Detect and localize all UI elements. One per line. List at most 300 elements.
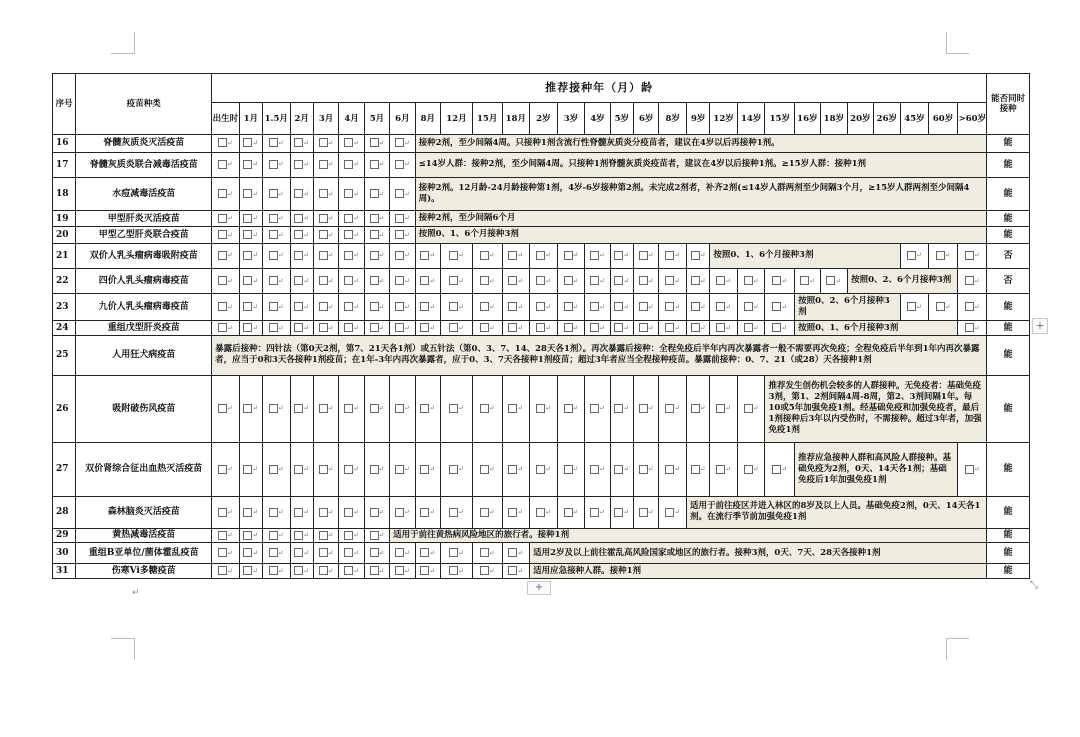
age-checkbox-cell[interactable] (212, 243, 240, 268)
age-checkbox-cell[interactable] (212, 497, 240, 528)
checkbox-icon[interactable] (665, 323, 674, 332)
checkbox-icon[interactable] (243, 276, 252, 285)
checkbox-icon[interactable] (907, 251, 916, 260)
age-checkbox-cell[interactable] (239, 243, 262, 268)
checkbox-icon[interactable] (716, 404, 725, 413)
checkbox-icon[interactable] (965, 276, 974, 285)
age-checkbox-cell[interactable] (390, 226, 415, 243)
checkbox-icon[interactable] (395, 548, 404, 557)
age-checkbox-cell[interactable] (737, 375, 765, 442)
age-checkbox-cell[interactable] (212, 375, 240, 442)
age-checkbox-cell[interactable] (737, 268, 765, 293)
checkbox-icon[interactable] (269, 189, 278, 198)
checkbox-icon[interactable] (665, 276, 674, 285)
checkbox-icon[interactable] (665, 251, 674, 260)
age-checkbox-cell[interactable] (530, 293, 558, 320)
age-checkbox-cell[interactable] (659, 268, 687, 293)
age-checkbox-cell[interactable] (313, 226, 338, 243)
age-checkbox-cell[interactable] (364, 497, 389, 528)
age-checkbox-cell[interactable] (610, 293, 633, 320)
age-checkbox-cell[interactable] (686, 268, 709, 293)
age-checkbox-cell[interactable] (415, 564, 440, 579)
checkbox-icon[interactable] (294, 404, 303, 413)
age-checkbox-cell[interactable] (313, 543, 338, 564)
age-checkbox-cell[interactable] (633, 293, 658, 320)
age-checkbox-cell[interactable] (239, 152, 262, 177)
checkbox-icon[interactable] (691, 323, 700, 332)
checkbox-icon[interactable] (395, 160, 404, 169)
age-checkbox-cell[interactable] (313, 243, 338, 268)
age-checkbox-cell[interactable] (530, 497, 558, 528)
age-checkbox-cell[interactable] (262, 321, 290, 336)
checkbox-icon[interactable] (319, 548, 328, 557)
checkbox-icon[interactable] (590, 276, 599, 285)
checkbox-icon[interactable] (218, 230, 227, 239)
age-checkbox-cell[interactable] (441, 321, 473, 336)
age-checkbox-cell[interactable] (262, 268, 290, 293)
age-checkbox-cell[interactable] (585, 497, 610, 528)
age-checkbox-cell[interactable] (364, 293, 389, 320)
age-checkbox-cell[interactable] (339, 375, 364, 442)
age-checkbox-cell[interactable] (472, 243, 502, 268)
checkbox-icon[interactable] (319, 508, 328, 517)
checkbox-icon[interactable] (218, 508, 227, 517)
checkbox-icon[interactable] (269, 214, 278, 223)
age-checkbox-cell[interactable] (364, 226, 389, 243)
age-checkbox-cell[interactable] (502, 543, 530, 564)
checkbox-icon[interactable] (449, 465, 458, 474)
age-checkbox-cell[interactable] (415, 268, 440, 293)
checkbox-icon[interactable] (395, 302, 404, 311)
checkbox-icon[interactable] (344, 548, 353, 557)
checkbox-icon[interactable] (319, 214, 328, 223)
checkbox-icon[interactable] (370, 566, 379, 575)
checkbox-icon[interactable] (744, 323, 753, 332)
age-checkbox-cell[interactable] (262, 243, 290, 268)
age-checkbox-cell[interactable] (472, 543, 502, 564)
age-checkbox-cell[interactable] (212, 543, 240, 564)
checkbox-icon[interactable] (319, 465, 328, 474)
checkbox-icon[interactable] (218, 160, 227, 169)
checkbox-icon[interactable] (370, 548, 379, 557)
age-checkbox-cell[interactable] (610, 243, 633, 268)
checkbox-icon[interactable] (319, 531, 328, 540)
checkbox-icon[interactable] (449, 323, 458, 332)
age-checkbox-cell[interactable] (765, 268, 795, 293)
checkbox-icon[interactable] (370, 160, 379, 169)
age-checkbox-cell[interactable] (212, 442, 240, 496)
checkbox-icon[interactable] (269, 251, 278, 260)
age-checkbox-cell[interactable] (290, 442, 313, 496)
age-checkbox-cell[interactable] (415, 497, 440, 528)
age-checkbox-cell[interactable] (633, 243, 658, 268)
age-checkbox-cell[interactable] (737, 442, 765, 496)
checkbox-icon[interactable] (936, 302, 945, 311)
age-checkbox-cell[interactable] (633, 375, 658, 442)
age-checkbox-cell[interactable] (415, 293, 440, 320)
age-checkbox-cell[interactable] (530, 375, 558, 442)
age-checkbox-cell[interactable] (339, 152, 364, 177)
checkbox-icon[interactable] (294, 189, 303, 198)
add-row-button[interactable]: + (527, 581, 551, 595)
age-checkbox-cell[interactable] (239, 226, 262, 243)
checkbox-icon[interactable] (395, 465, 404, 474)
checkbox-icon[interactable] (536, 323, 545, 332)
checkbox-icon[interactable] (800, 276, 809, 285)
checkbox-icon[interactable] (665, 302, 674, 311)
checkbox-icon[interactable] (344, 302, 353, 311)
age-checkbox-cell[interactable] (239, 293, 262, 320)
age-checkbox-cell[interactable] (212, 564, 240, 579)
age-checkbox-cell[interactable] (339, 442, 364, 496)
age-checkbox-cell[interactable] (313, 177, 338, 211)
checkbox-icon[interactable] (691, 302, 700, 311)
age-checkbox-cell[interactable] (390, 564, 415, 579)
checkbox-icon[interactable] (319, 404, 328, 413)
checkbox-icon[interactable] (294, 214, 303, 223)
checkbox-icon[interactable] (965, 465, 974, 474)
checkbox-icon[interactable] (370, 323, 379, 332)
age-checkbox-cell[interactable] (212, 152, 240, 177)
age-checkbox-cell[interactable] (585, 321, 610, 336)
age-checkbox-cell[interactable] (390, 442, 415, 496)
age-checkbox-cell[interactable] (633, 321, 658, 336)
age-checkbox-cell[interactable] (686, 243, 709, 268)
checkbox-icon[interactable] (294, 160, 303, 169)
checkbox-icon[interactable] (243, 508, 252, 517)
age-checkbox-cell[interactable] (557, 243, 585, 268)
age-checkbox-cell[interactable] (239, 543, 262, 564)
checkbox-icon[interactable] (319, 302, 328, 311)
age-checkbox-cell[interactable] (958, 321, 987, 336)
checkbox-icon[interactable] (319, 160, 328, 169)
age-checkbox-cell[interactable] (530, 243, 558, 268)
age-checkbox-cell[interactable] (290, 497, 313, 528)
checkbox-icon[interactable] (691, 465, 700, 474)
age-checkbox-cell[interactable] (364, 442, 389, 496)
age-checkbox-cell[interactable] (901, 243, 929, 268)
table-resize-icon[interactable]: ⤡ (1030, 580, 1038, 591)
age-checkbox-cell[interactable] (502, 375, 530, 442)
age-checkbox-cell[interactable] (710, 293, 738, 320)
age-checkbox-cell[interactable] (710, 442, 738, 496)
age-checkbox-cell[interactable] (557, 442, 585, 496)
age-checkbox-cell[interactable] (212, 211, 240, 227)
age-checkbox-cell[interactable] (390, 177, 415, 211)
checkbox-icon[interactable] (716, 276, 725, 285)
checkbox-icon[interactable] (269, 138, 278, 147)
checkbox-icon[interactable] (716, 302, 725, 311)
checkbox-icon[interactable] (243, 548, 252, 557)
age-checkbox-cell[interactable] (441, 293, 473, 320)
checkbox-icon[interactable] (639, 276, 648, 285)
checkbox-icon[interactable] (590, 251, 599, 260)
age-checkbox-cell[interactable] (364, 564, 389, 579)
checkbox-icon[interactable] (449, 566, 458, 575)
checkbox-icon[interactable] (395, 138, 404, 147)
age-checkbox-cell[interactable] (262, 226, 290, 243)
age-checkbox-cell[interactable] (557, 497, 585, 528)
age-checkbox-cell[interactable] (364, 268, 389, 293)
checkbox-icon[interactable] (370, 251, 379, 260)
age-checkbox-cell[interactable] (239, 268, 262, 293)
age-checkbox-cell[interactable] (313, 268, 338, 293)
age-checkbox-cell[interactable] (557, 293, 585, 320)
age-checkbox-cell[interactable] (262, 177, 290, 211)
checkbox-icon[interactable] (536, 508, 545, 517)
checkbox-icon[interactable] (744, 404, 753, 413)
age-checkbox-cell[interactable] (795, 268, 820, 293)
checkbox-icon[interactable] (243, 531, 252, 540)
age-checkbox-cell[interactable] (290, 293, 313, 320)
checkbox-icon[interactable] (370, 531, 379, 540)
checkbox-icon[interactable] (907, 302, 916, 311)
age-checkbox-cell[interactable] (212, 293, 240, 320)
age-checkbox-cell[interactable] (530, 321, 558, 336)
checkbox-icon[interactable] (639, 465, 648, 474)
checkbox-icon[interactable] (965, 302, 974, 311)
checkbox-icon[interactable] (370, 465, 379, 474)
age-checkbox-cell[interactable] (585, 268, 610, 293)
checkbox-icon[interactable] (344, 160, 353, 169)
age-checkbox-cell[interactable] (710, 321, 738, 336)
age-checkbox-cell[interactable] (390, 243, 415, 268)
checkbox-icon[interactable] (294, 508, 303, 517)
age-checkbox-cell[interactable] (557, 268, 585, 293)
age-checkbox-cell[interactable] (633, 268, 658, 293)
age-checkbox-cell[interactable] (502, 293, 530, 320)
age-checkbox-cell[interactable] (472, 293, 502, 320)
checkbox-icon[interactable] (294, 251, 303, 260)
checkbox-icon[interactable] (319, 323, 328, 332)
age-checkbox-cell[interactable] (557, 375, 585, 442)
checkbox-icon[interactable] (319, 276, 328, 285)
checkbox-icon[interactable] (319, 251, 328, 260)
checkbox-icon[interactable] (319, 566, 328, 575)
checkbox-icon[interactable] (370, 189, 379, 198)
checkbox-icon[interactable] (269, 531, 278, 540)
checkbox-icon[interactable] (243, 465, 252, 474)
checkbox-icon[interactable] (218, 138, 227, 147)
checkbox-icon[interactable] (480, 508, 489, 517)
age-checkbox-cell[interactable] (585, 243, 610, 268)
age-checkbox-cell[interactable] (364, 243, 389, 268)
age-checkbox-cell[interactable] (290, 543, 313, 564)
checkbox-icon[interactable] (269, 302, 278, 311)
age-checkbox-cell[interactable] (212, 528, 240, 543)
checkbox-icon[interactable] (744, 276, 753, 285)
age-checkbox-cell[interactable] (390, 293, 415, 320)
checkbox-icon[interactable] (243, 566, 252, 575)
age-checkbox-cell[interactable] (659, 375, 687, 442)
checkbox-icon[interactable] (395, 323, 404, 332)
age-checkbox-cell[interactable] (339, 268, 364, 293)
checkbox-icon[interactable] (449, 276, 458, 285)
age-checkbox-cell[interactable] (958, 243, 987, 268)
checkbox-icon[interactable] (269, 160, 278, 169)
age-checkbox-cell[interactable] (415, 543, 440, 564)
checkbox-icon[interactable] (564, 465, 573, 474)
checkbox-icon[interactable] (218, 323, 227, 332)
age-checkbox-cell[interactable] (239, 564, 262, 579)
checkbox-icon[interactable] (772, 302, 781, 311)
checkbox-icon[interactable] (294, 323, 303, 332)
age-checkbox-cell[interactable] (610, 268, 633, 293)
age-checkbox-cell[interactable] (290, 177, 313, 211)
age-checkbox-cell[interactable] (390, 152, 415, 177)
age-checkbox-cell[interactable] (530, 442, 558, 496)
checkbox-icon[interactable] (395, 230, 404, 239)
checkbox-icon[interactable] (590, 404, 599, 413)
age-checkbox-cell[interactable] (339, 211, 364, 227)
checkbox-icon[interactable] (269, 548, 278, 557)
age-checkbox-cell[interactable] (610, 497, 633, 528)
checkbox-icon[interactable] (536, 251, 545, 260)
checkbox-icon[interactable] (564, 404, 573, 413)
checkbox-icon[interactable] (639, 404, 648, 413)
checkbox-icon[interactable] (344, 566, 353, 575)
age-checkbox-cell[interactable] (659, 243, 687, 268)
age-checkbox-cell[interactable] (364, 321, 389, 336)
checkbox-icon[interactable] (344, 230, 353, 239)
checkbox-icon[interactable] (965, 251, 974, 260)
checkbox-icon[interactable] (269, 566, 278, 575)
checkbox-icon[interactable] (564, 302, 573, 311)
checkbox-icon[interactable] (665, 404, 674, 413)
age-checkbox-cell[interactable] (502, 243, 530, 268)
age-checkbox-cell[interactable] (502, 321, 530, 336)
checkbox-icon[interactable] (936, 251, 945, 260)
age-checkbox-cell[interactable] (290, 243, 313, 268)
age-checkbox-cell[interactable] (212, 226, 240, 243)
checkbox-icon[interactable] (294, 548, 303, 557)
checkbox-icon[interactable] (480, 323, 489, 332)
age-checkbox-cell[interactable] (415, 442, 440, 496)
checkbox-icon[interactable] (294, 566, 303, 575)
checkbox-icon[interactable] (218, 531, 227, 540)
age-checkbox-cell[interactable] (339, 293, 364, 320)
checkbox-icon[interactable] (243, 230, 252, 239)
age-checkbox-cell[interactable] (364, 177, 389, 211)
checkbox-icon[interactable] (269, 276, 278, 285)
age-checkbox-cell[interactable] (339, 543, 364, 564)
checkbox-icon[interactable] (536, 302, 545, 311)
checkbox-icon[interactable] (564, 323, 573, 332)
age-checkbox-cell[interactable] (472, 497, 502, 528)
checkbox-icon[interactable] (344, 465, 353, 474)
age-checkbox-cell[interactable] (901, 293, 929, 320)
checkbox-icon[interactable] (665, 465, 674, 474)
age-checkbox-cell[interactable] (686, 321, 709, 336)
checkbox-icon[interactable] (395, 189, 404, 198)
age-checkbox-cell[interactable] (364, 528, 389, 543)
checkbox-icon[interactable] (480, 302, 489, 311)
checkbox-icon[interactable] (319, 230, 328, 239)
age-checkbox-cell[interactable] (633, 497, 658, 528)
checkbox-icon[interactable] (480, 276, 489, 285)
checkbox-icon[interactable] (218, 189, 227, 198)
checkbox-icon[interactable] (243, 160, 252, 169)
age-checkbox-cell[interactable] (441, 564, 473, 579)
age-checkbox-cell[interactable] (262, 375, 290, 442)
age-checkbox-cell[interactable] (737, 321, 765, 336)
age-checkbox-cell[interactable] (765, 321, 795, 336)
checkbox-icon[interactable] (395, 508, 404, 517)
age-checkbox-cell[interactable] (262, 442, 290, 496)
checkbox-icon[interactable] (269, 323, 278, 332)
checkbox-icon[interactable] (536, 276, 545, 285)
age-checkbox-cell[interactable] (313, 211, 338, 227)
age-checkbox-cell[interactable] (212, 134, 240, 152)
age-checkbox-cell[interactable] (239, 375, 262, 442)
age-checkbox-cell[interactable] (239, 321, 262, 336)
checkbox-icon[interactable] (344, 189, 353, 198)
age-checkbox-cell[interactable] (339, 321, 364, 336)
checkbox-icon[interactable] (691, 276, 700, 285)
age-checkbox-cell[interactable] (390, 497, 415, 528)
age-checkbox-cell[interactable] (339, 243, 364, 268)
checkbox-icon[interactable] (716, 465, 725, 474)
checkbox-icon[interactable] (395, 566, 404, 575)
checkbox-icon[interactable] (590, 323, 599, 332)
checkbox-icon[interactable] (395, 404, 404, 413)
checkbox-icon[interactable] (344, 214, 353, 223)
checkbox-icon[interactable] (294, 531, 303, 540)
age-checkbox-cell[interactable] (239, 497, 262, 528)
checkbox-icon[interactable] (370, 302, 379, 311)
age-checkbox-cell[interactable] (610, 375, 633, 442)
checkbox-icon[interactable] (370, 214, 379, 223)
checkbox-icon[interactable] (395, 251, 404, 260)
age-checkbox-cell[interactable] (262, 564, 290, 579)
age-checkbox-cell[interactable] (610, 321, 633, 336)
age-checkbox-cell[interactable] (390, 211, 415, 227)
age-checkbox-cell[interactable] (928, 243, 958, 268)
age-checkbox-cell[interactable] (390, 543, 415, 564)
checkbox-icon[interactable] (744, 302, 753, 311)
checkbox-icon[interactable] (449, 508, 458, 517)
age-checkbox-cell[interactable] (290, 321, 313, 336)
age-checkbox-cell[interactable] (502, 268, 530, 293)
checkbox-icon[interactable] (344, 251, 353, 260)
checkbox-icon[interactable] (449, 548, 458, 557)
checkbox-icon[interactable] (639, 508, 648, 517)
age-checkbox-cell[interactable] (441, 497, 473, 528)
age-checkbox-cell[interactable] (239, 442, 262, 496)
checkbox-icon[interactable] (691, 404, 700, 413)
checkbox-icon[interactable] (449, 404, 458, 413)
age-checkbox-cell[interactable] (390, 375, 415, 442)
age-checkbox-cell[interactable] (339, 226, 364, 243)
checkbox-icon[interactable] (370, 276, 379, 285)
checkbox-icon[interactable] (269, 404, 278, 413)
checkbox-icon[interactable] (449, 251, 458, 260)
age-checkbox-cell[interactable] (472, 564, 502, 579)
age-checkbox-cell[interactable] (239, 134, 262, 152)
checkbox-icon[interactable] (480, 251, 489, 260)
checkbox-icon[interactable] (294, 465, 303, 474)
checkbox-icon[interactable] (243, 404, 252, 413)
age-checkbox-cell[interactable] (262, 543, 290, 564)
checkbox-icon[interactable] (319, 189, 328, 198)
age-checkbox-cell[interactable] (313, 442, 338, 496)
checkbox-icon[interactable] (590, 508, 599, 517)
age-checkbox-cell[interactable] (502, 442, 530, 496)
checkbox-icon[interactable] (344, 276, 353, 285)
age-checkbox-cell[interactable] (633, 442, 658, 496)
checkbox-icon[interactable] (294, 138, 303, 147)
age-checkbox-cell[interactable] (659, 321, 687, 336)
